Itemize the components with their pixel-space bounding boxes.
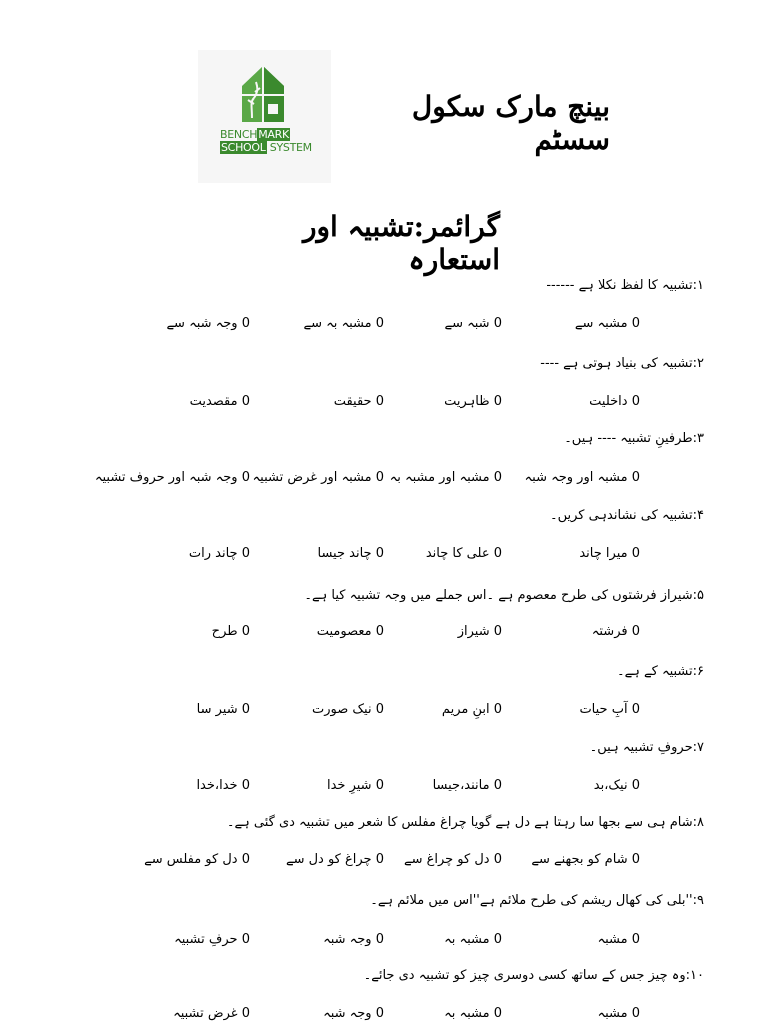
question-8-option-2[interactable]: 0 دل کو چراغ سے (403, 852, 502, 867)
question-7-option-1[interactable]: 0 نیک،بد (593, 778, 640, 793)
logo-text-system: SYSTEM (269, 141, 312, 154)
question-10-option-1[interactable]: 0 مشبہ (597, 1006, 640, 1021)
question-2-option-1[interactable]: 0 داخلیت (589, 394, 640, 409)
question-8-text: ۸:شام ہی سے بجھا سا رہتا ہے دل ہے گویا چراغ مفلس کا شعر میں تشبیہ دی گئی ہے۔ (226, 815, 704, 830)
question-1-option-2[interactable]: 0 شبہ سے (444, 316, 502, 331)
question-2-option-3[interactable]: 0 حقیقت (333, 394, 384, 409)
question-6-option-4[interactable]: 0 شیر سا (196, 702, 250, 717)
question-6-text: ۶:تشبیہ کے ہے۔ (617, 664, 704, 679)
question-8-option-3[interactable]: 0 چراغ کو دل سے (285, 852, 384, 867)
question-1-option-3[interactable]: 0 مشبہ بہ سے (303, 316, 384, 331)
question-2-option-4[interactable]: 0 مقصدیت (189, 394, 250, 409)
question-4-option-3[interactable]: 0 چاند جیسا (317, 546, 384, 561)
question-2-text: ۲:تشبیہ کی بنیاد ہوتی ہے ---- (540, 356, 704, 371)
question-3-option-1[interactable]: 0 مشبہ اور وجہ شبہ (524, 470, 640, 485)
page-title: گرائمر:تشبیہ اور استعارہ (303, 210, 500, 276)
question-3-option-2[interactable]: 0 مشبہ اور مشبہ بہ (389, 470, 502, 485)
question-4-text: ۴:تشبیہ کی نشاندہی کریں۔ (549, 508, 704, 523)
logo-text-school: SCHOOL (221, 141, 266, 154)
question-3-text: ۳:طرفینِ تشبیہ ---- ہیں۔ (564, 431, 704, 446)
question-10-option-3[interactable]: 0 وجہ شبہ (323, 1006, 384, 1021)
question-5-text: ۵:شیراز فرشتوں کی طرح معصوم ہے ۔اس جملے میں وجہ تشبیہ کیا ہے۔ (304, 588, 704, 603)
question-9-option-1[interactable]: 0 مشبہ (597, 932, 640, 947)
question-1-option-4[interactable]: 0 وجہ شبہ سے (166, 316, 250, 331)
question-9-option-2[interactable]: 0 مشبہ بہ (444, 932, 502, 947)
question-4-option-2[interactable]: 0 علی کا چاند (425, 546, 502, 561)
question-10-text: ۱۰:وہ چیز جس کے ساتھ کسی دوسری چیز کو تشبیہ دی جائے۔ (363, 968, 704, 983)
house-tree-logo-icon (238, 62, 288, 124)
question-4-option-4[interactable]: 0 چاند رات (188, 546, 250, 561)
question-8-option-1[interactable]: 0 شام کو بجھنے سے (531, 852, 640, 867)
school-name: بینچ مارک سکول سسٹم (411, 90, 610, 156)
question-9-option-4[interactable]: 0 حرفِ تشبیہ (174, 932, 250, 947)
school-logo (198, 50, 331, 183)
question-3-option-4[interactable]: 0 وجہ شبہ اور حروف تشبیہ (94, 470, 250, 485)
question-3-option-3[interactable]: 0 مشبہ اور غرض تشبیہ (252, 470, 384, 485)
question-5-option-3[interactable]: 0 معصومیت (316, 624, 384, 639)
question-6-option-2[interactable]: 0 ابنِ مریم (441, 702, 502, 717)
question-7-option-4[interactable]: 0 خدا،خدا (196, 778, 250, 793)
question-10-option-4[interactable]: 0 غرض تشبیہ (173, 1006, 250, 1021)
question-7-option-2[interactable]: 0 مانند،جیسا (432, 778, 502, 793)
logo-text-bench: BENCH (220, 128, 258, 141)
question-7-option-3[interactable]: 0 شیرِ خدا (326, 778, 384, 793)
logo-text-mark: MARK (258, 128, 289, 141)
question-8-option-4[interactable]: 0 دل کو مفلس سے (144, 852, 250, 867)
question-7-text: ۷:حروفِ تشبیہ ہیں۔ (589, 740, 704, 755)
question-10-option-2[interactable]: 0 مشبہ بہ (444, 1006, 502, 1021)
question-9-text: ۹:''بلی کی کھال ریشم کی طرح ملائم ہے''اس میں ملائم ہے۔ (370, 893, 704, 908)
question-5-option-2[interactable]: 0 شیراز (457, 624, 502, 639)
question-1-text: ۱:تشبیہ کا لفظ نکلا ہے ------ (546, 278, 704, 293)
question-2-option-2[interactable]: 0 ظاہریت (444, 394, 502, 409)
question-4-option-1[interactable]: 0 میرا چاند (579, 546, 640, 561)
question-9-option-3[interactable]: 0 وجہ شبہ (323, 932, 384, 947)
question-6-option-1[interactable]: 0 آبِ حیات (579, 702, 640, 717)
question-1-option-1[interactable]: 0 مشبہ سے (574, 316, 640, 331)
question-5-option-4[interactable]: 0 طرح (211, 624, 250, 639)
question-6-option-3[interactable]: 0 نیک صورت (312, 702, 384, 717)
question-5-option-1[interactable]: 0 فرشتہ (591, 624, 640, 639)
